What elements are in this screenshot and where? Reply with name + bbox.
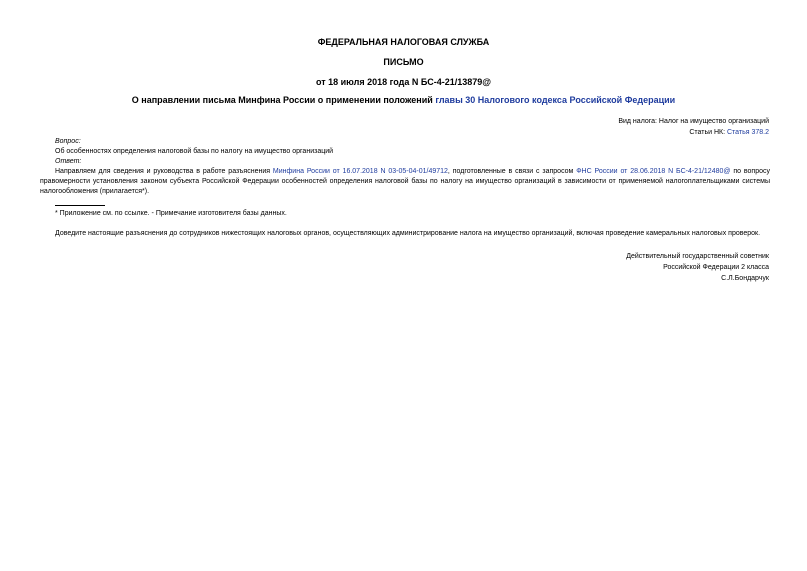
question-text: Об особенностях определения налоговой базы по налогу на имущество организаций [55, 148, 334, 155]
footnote-text: * Приложение см. по ссылке. - Примечание изготовителя базы данных. [55, 210, 287, 217]
final-paragraph: Доведите настоящие разъяснения до сотрудников нижестоящих налоговых органов, осуществляющих администрирование налога на имущество организаций, включая проведение камеральных налоговых проверок. [55, 230, 761, 237]
subject-prefix: О направлении письма Минфина России о применении положений [131, 95, 436, 105]
answer-part3: по вопросу правомерности установления законом субъекта Российской Федерации особенностей определения налоговой базы по налогу на имущество организаций в зависимости от применяемой налогоплательщиками системы налогообложения (прилагается*). [40, 168, 770, 195]
answer-part2: , подготовленные в связи с запросом [447, 168, 577, 175]
chapter-30-link[interactable]: главы 30 Налогового кодекса Российской Федерации [435, 95, 676, 105]
subject-heading [0, 95, 807, 105]
signature-title-line2: Российской Федерации 2 класса [663, 264, 769, 271]
fns-letter-link[interactable]: ФНС России от 28.06.2018 N БС-4-21/12480@ [576, 168, 731, 175]
signature-name: С.Л.Бондарчук [721, 275, 769, 282]
tax-type-line: Вид налога: Налог на имущество организаций [618, 118, 769, 125]
minfin-letter-link[interactable]: Минфина России от 16.07.2018 N 03-05-04-01/49712 [272, 168, 448, 175]
article-378-2-link[interactable]: Статья 378.2 [726, 129, 769, 136]
org-heading: ФЕДЕРАЛЬНАЯ НАЛОГОВАЯ СЛУЖБА [317, 37, 490, 47]
answer-label: Ответ: [55, 158, 82, 165]
footnote-divider [55, 205, 105, 206]
question-label: Вопрос: [55, 138, 81, 145]
date-number-heading: от 18 июля 2018 года N БС-4-21/13879@ [315, 77, 492, 87]
articles-prefix: Статьи НК: [689, 129, 727, 136]
doc-type-heading: ПИСЬМО [383, 57, 424, 67]
signature-title-line1: Действительный государственный советник [626, 253, 769, 260]
answer-paragraph [40, 167, 770, 197]
answer-part1: Направляем для сведения и руководства в работе разъяснения [55, 168, 273, 175]
